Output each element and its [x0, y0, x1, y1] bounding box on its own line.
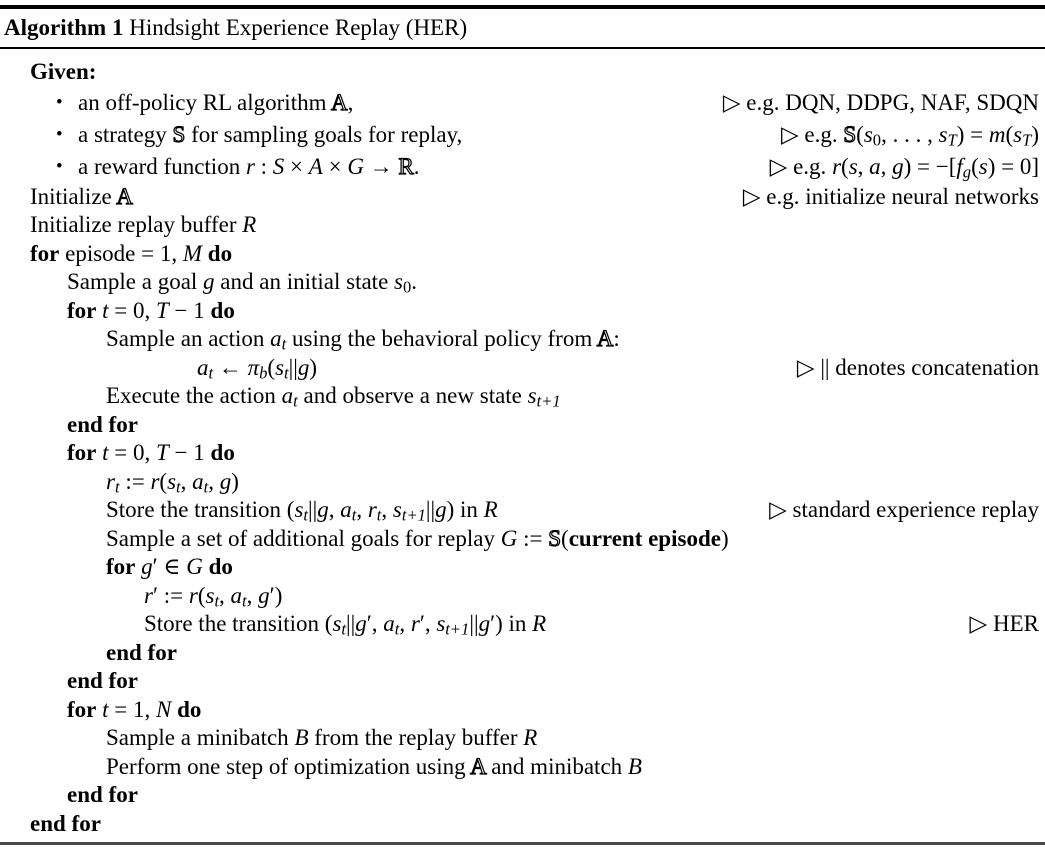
line-text: r′ := r(st, at, g′): [144, 582, 283, 611]
line-for-opt: [0, 696, 1045, 725]
line-text: end for: [30, 810, 101, 836]
bullet-icon: •: [56, 91, 63, 113]
line-store-her: [0, 610, 1045, 639]
bullet-icon: •: [56, 123, 63, 145]
line-end-rollout: [0, 411, 1045, 440]
line-execute-action: [0, 382, 1045, 411]
line-comment: ▷ e.g. r(s, a, g) = −[fg(s) = 0]: [769, 153, 1039, 182]
line-for-gprime: [0, 553, 1045, 582]
line-text: for g′ ∈ G do: [106, 554, 233, 579]
line-text: an off-policy RL algorithm A,: [78, 89, 354, 115]
algorithm-lines: [0, 49, 1045, 838]
line-bullet-offpolicy: [0, 87, 1045, 119]
line-end-opt: [0, 781, 1045, 810]
line-text: Execute the action at and observe a new state st+1: [106, 383, 561, 411]
line-comment: ▷ HER: [969, 611, 1039, 636]
line-init-algorithm: [0, 183, 1045, 212]
line-text: for t = 1, N do: [67, 696, 202, 722]
line-sample-minibatch: [0, 724, 1045, 753]
algorithm-label: Algorithm 1: [4, 15, 124, 40]
bottom-rule: [0, 842, 1045, 845]
line-text: Sample a goal g and an initial state s0.: [67, 269, 418, 297]
line-for-episode: [0, 240, 1045, 269]
line-comment: ▷ e.g. DQN, DDPG, NAF, SDQN: [722, 89, 1039, 115]
line-text: for episode = 1, M do: [30, 240, 233, 266]
line-text: for t = 0, T − 1 do: [67, 440, 235, 465]
line-text: end for: [67, 411, 138, 437]
line-text: Given:: [30, 59, 97, 84]
line-sample-action: [0, 325, 1045, 354]
line-bullet-reward: [0, 151, 1045, 183]
algorithm-title: Hindsight Experience Replay (HER): [123, 15, 468, 40]
line-text: Initialize replay buffer R: [30, 212, 257, 237]
line-text: at ← πb(st||g): [197, 354, 318, 383]
line-text: end for: [67, 782, 138, 807]
line-text: rt := r(st, at, g): [106, 468, 239, 497]
line-comment: ▷ standard experience replay: [769, 497, 1039, 522]
line-text: a strategy S for sampling goals for replay,: [78, 121, 463, 147]
line-init-buffer: [0, 211, 1045, 240]
line-sample-goal: [0, 268, 1045, 297]
line-text: Store the transition (st||g, at, rt, st+1||g) in R: [106, 497, 498, 525]
line-sample-goals: [0, 525, 1045, 554]
line-for-t-replay: [0, 439, 1045, 468]
line-store-standard: [0, 496, 1045, 525]
line-for-t-rollout: [0, 297, 1045, 326]
line-reward-prime: [0, 582, 1045, 611]
line-text: a reward function r : S × A × G → R.: [78, 153, 420, 179]
line-text: Initialize A: [30, 183, 133, 209]
line-comment: ▷ || denotes concatenation: [796, 354, 1039, 380]
line-given: [0, 58, 1045, 87]
line-text: end for: [67, 668, 138, 693]
line-text: for t = 0, T − 1 do: [67, 297, 235, 323]
line-end-gprime: [0, 639, 1045, 668]
line-text: end for: [106, 639, 177, 665]
line-text: Store the transition (st||g′, at, r′, st+1||g′) in R: [144, 611, 547, 639]
line-text: Sample a set of additional goals for replay G := S(current episode): [106, 525, 729, 551]
line-action-eq: [0, 354, 1045, 383]
line-optimize: [0, 753, 1045, 782]
bullet-icon: •: [56, 155, 63, 177]
line-text: Sample an action at using the behavioral policy from A:: [106, 326, 620, 354]
line-end-episode: [0, 810, 1045, 839]
line-text: Perform one step of optimization using A and minibatch B: [106, 753, 642, 779]
line-text: Sample a minibatch B from the replay buffer R: [106, 725, 538, 750]
line-bullet-strategy: [0, 119, 1045, 151]
line-reward-compute: [0, 468, 1045, 497]
line-end-replay: [0, 667, 1045, 696]
line-comment: ▷ e.g. initialize neural networks: [742, 183, 1039, 209]
line-comment: ▷ e.g. S(s0, . . . , sT) = m(sT): [780, 121, 1039, 150]
algorithm-header: [0, 9, 1045, 47]
